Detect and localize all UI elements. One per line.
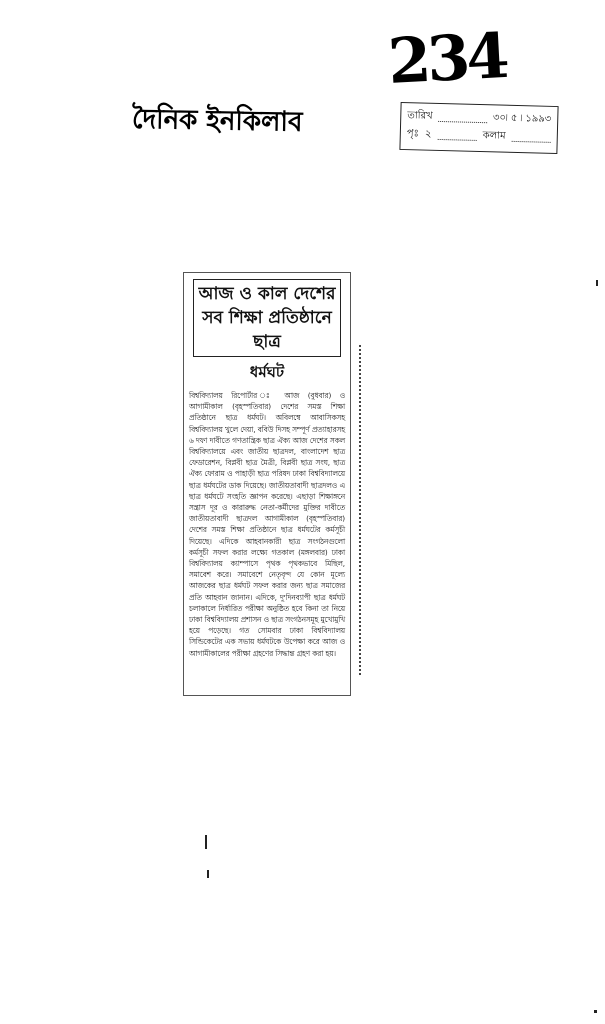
clipping-headline: আজ ও কাল দেশের সব শিক্ষা প্রতিষ্ঠানে ছাত্র <box>193 279 341 357</box>
stamp-column-label: কলাম <box>482 130 506 142</box>
clipping-subheadline: ধর্মঘট <box>249 363 285 381</box>
clipping-body-text: বিশ্ববিদ্যালয় রিপোর্টার ঃ আজ (বুধবার) ও আগামীকাল (বৃহস্পতিবার) দেশের সমস্ত শিক্ষা প্রতিষ্ঠানে ছাত্র ধর্মঘট। অবিলম্বে আবাসিকসহ বিশ্ববিদ্যালয় খুলে দেয়া, ববিউ দিসহ সম্পূর্ণ প্রত্যাহারসহ ৬ দফা দাবীতে গণতান্ত্রিক ছাত্র ঐক্য আজ দেশের সকল বিশ্ববিদ্যালয়ে এবং জাতীয় ছাত্রদল, বাংলাদেশ ছাত্র ফেডারেশন, বিপ্লবী ছাত্র মৈত্রী, বিপ্লবী ছাত্র সংঘ, ছাত্র ঐক্য ফোরাম ও পাহাড়ী ছাত্র পরিষদ ঢাকা বিশ্ববিদ্যালয়ে ছাত্র ধর্মঘটের ডাক দিয়েছে। জাতীয়তাবাদী ছাত্রদলও এ ছাত্র ধর্মঘটে সংহতি জ্ঞাপন করেছে। এছাড়া শিক্ষাঙ্গনে সন্ত্রাস দূর ও কারারুদ্ধ নেতা-কর্মীদের মুক্তির দাবীতে জাতীয়তাবাদী ছাত্রদল আগামীকাল (বৃহস্পতিবার) দেশের সমস্ত শিক্ষা প্রতিষ্ঠানে ছাত্র ধর্মঘটের কর্মসূচী দিয়েছে। এদিকে আহবানকারী ছাত্র সংগঠনগুলো কর্মসূচী সফল করার লক্ষ্যে গতকাল (মঙ্গলবার) ঢাকা বিশ্ববিদ্যালয় ক্যাম্পাসে পৃথক পৃথকভাবে মিছিল, সমাবেশ করে। সমাবেশে নেতৃবৃন্দ যে কোন মূল্যে আজকের ছাত্র ধর্মঘট সফল করার জন্য ছাত্র সমাজের প্রতি আহবান জানান। এদিকে, দু'দিনব্যাপী ছাত্র ধর্মঘট চলাকালে নির্ধারিত পরীক্ষা অনুষ্ঠিত হবে কিনা তা নিয়ে ঢাকা বিশ্ববিদ্যালয় প্রশাসন ও ছাত্র সংগঠনসমূহ মুখোমুখি হয়ে পড়েছে। গত সোমবার ঢাকা বিশ্ববিদ্যালয় সিন্ডিকেটের এক সভায় ধর্মঘটকে উপেক্ষা করে আজ ও আগামীকালের পরীক্ষা গ্রহণের সিদ্ধান্ত গ্রহণ করা হয়। <box>189 391 345 658</box>
handwritten-page-number: 234 <box>386 18 508 99</box>
scan-speck <box>205 835 207 849</box>
newspaper-clipping <box>183 272 351 696</box>
scan-speck <box>594 1010 597 1013</box>
stamp-page-value: ২ <box>424 128 432 140</box>
scan-speck <box>596 280 598 286</box>
stamp-date-label: তারিখ <box>407 110 433 122</box>
archive-stamp <box>399 102 558 154</box>
newspaper-masthead: দৈনিক ইনকিলাব <box>131 103 303 139</box>
stamp-date-value: ৩০৷ ৫ ৷ ১৯৯৩ <box>492 112 552 125</box>
stamp-dotted-line <box>438 112 487 123</box>
stamp-page-row <box>407 125 551 147</box>
scan-speck <box>207 870 209 878</box>
scan-edge-artifact <box>345 345 361 675</box>
stamp-dotted-line <box>437 130 476 141</box>
stamp-page-label: পৃঃ <box>406 128 420 140</box>
stamp-dotted-line <box>511 132 550 143</box>
